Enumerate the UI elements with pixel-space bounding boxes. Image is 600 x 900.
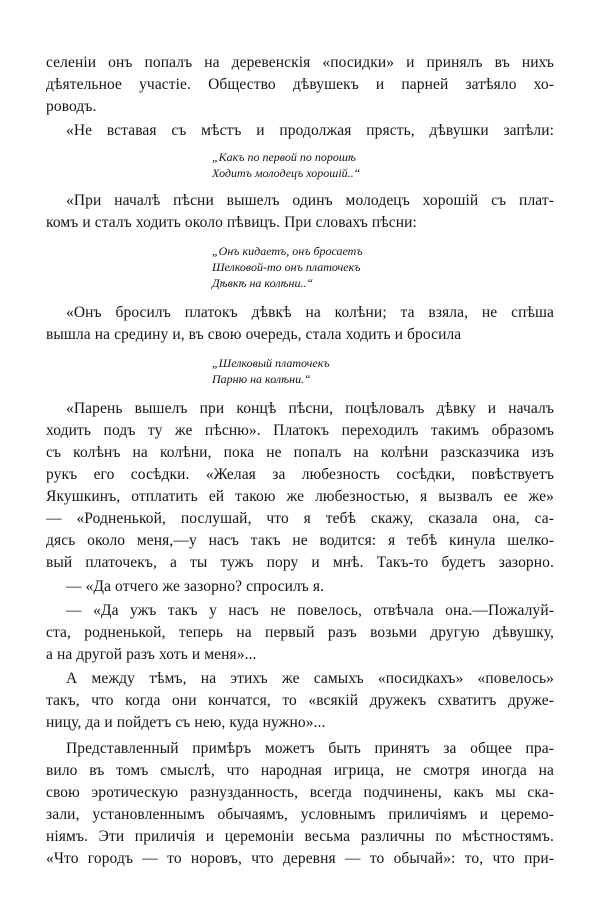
- text-line: нiямъ. Эти приличiя и церемонiи весьма различны по мѣстностямъ.: [46, 828, 554, 845]
- text-line: «Не вставая съ мѣстъ и продолжая прясть, дѣвушки запѣли:: [66, 122, 554, 139]
- text-line: роводъ.: [46, 98, 97, 115]
- text-line: Представленный примѣръ можетъ быть принятъ за общее пра-: [66, 740, 554, 757]
- text-line: дясь около меня,—у насъ такъ не водится: я тебѣ кинула шелко-: [46, 532, 554, 549]
- verse-line: Ходитъ молодецъ хорошiй..“: [212, 166, 361, 180]
- verse-line: Дѣвкѣ на колѣни..“: [212, 276, 314, 290]
- text-line: съ колѣнъ на колѣни, пока не попалъ на колѣни разсказчика изъ: [46, 444, 554, 461]
- verse-line: „Шелковый платочекъ: [212, 356, 330, 370]
- text-line: ницу, да и пойдетъ съ нею, куда нужно»...: [46, 714, 326, 731]
- text-line: свою эротическую разнузданность, всегда подчинены, какъ мы ска-: [46, 784, 554, 801]
- text-line: — «Да отчего же зазорно? спросилъ я.: [66, 578, 325, 595]
- text-line: ходить подъ ту же пѣсню». Платокъ переходилъ такимъ образомъ: [46, 422, 554, 439]
- text-line: комъ и сталъ ходить около пѣвицъ. При словахъ пѣсни:: [46, 214, 417, 231]
- text-line: а на другой разъ хоть и меня»...: [46, 646, 257, 663]
- text-line: «Парень вышелъ при концѣ пѣсни, поцѣловалъ дѣвку и началъ: [66, 400, 554, 417]
- verse-line: Шелковой-то онъ платочекъ: [212, 260, 361, 274]
- text-line: рукъ его сосѣдки. «Желая за любезность сосѣдки, повѣствуетъ: [46, 466, 554, 483]
- text-line: «Онъ бросилъ платокъ дѣвкѣ на колѣни; та взяла, не спѣша: [66, 304, 554, 321]
- text-line: «Что городъ — то норовъ, что деревня — то обычай»: то, что при-: [46, 850, 554, 867]
- text-line: вышла на средину и, въ свою очередь, стала ходить и бросила: [46, 326, 462, 343]
- text-line: А между тѣмъ, на этихъ же самыхъ «посидкахъ» «повелось»: [66, 670, 554, 687]
- text-line: селенiи онъ попалъ на деревенскiя «посидки» и принялъ въ нихъ: [46, 54, 554, 71]
- text-line: такъ, что когда они кончатся, то «всякiй дружекъ схватитъ друже-: [46, 692, 554, 709]
- text-line: «При началѣ пѣсни вышелъ одинъ молодецъ хорошiй съ плат-: [66, 192, 554, 209]
- text-line: Якушкинъ, отплатить ей такою же любезностью, я вызвалъ ее же»: [46, 488, 554, 505]
- text-line: вило въ томъ смыслѣ, что народная игрица, не смотря иногда на: [46, 762, 554, 779]
- text-line: вый платочекъ, а ты тужъ пору и мнѣ. Такъ-то будетъ зазорно.: [46, 554, 554, 571]
- verse-line: „Какъ по первой по порошѣ: [212, 150, 356, 164]
- verse-line: „Онъ кидаетъ, онъ бросаетъ: [212, 244, 363, 258]
- text-line: ста, родненькой, теперь на первый разъ возьми другую дѣвушку,: [46, 624, 554, 641]
- verse-line: Парню на колѣни.“: [212, 372, 311, 386]
- text-line: — «Родненькой, послушай, что я тебѣ скажу, сказала она, са-: [46, 510, 554, 527]
- text-line: зали, установленнымъ обычаямъ, условнымъ приличiямъ и церемо-: [46, 806, 554, 823]
- text-line: дѣятельное участiе. Общество дѣвушекъ и парней затѣяло хо-: [46, 76, 554, 93]
- text-line: — «Да ужъ такъ у насъ не повелось, отвѣчала она.—Пожалуй-: [66, 602, 554, 619]
